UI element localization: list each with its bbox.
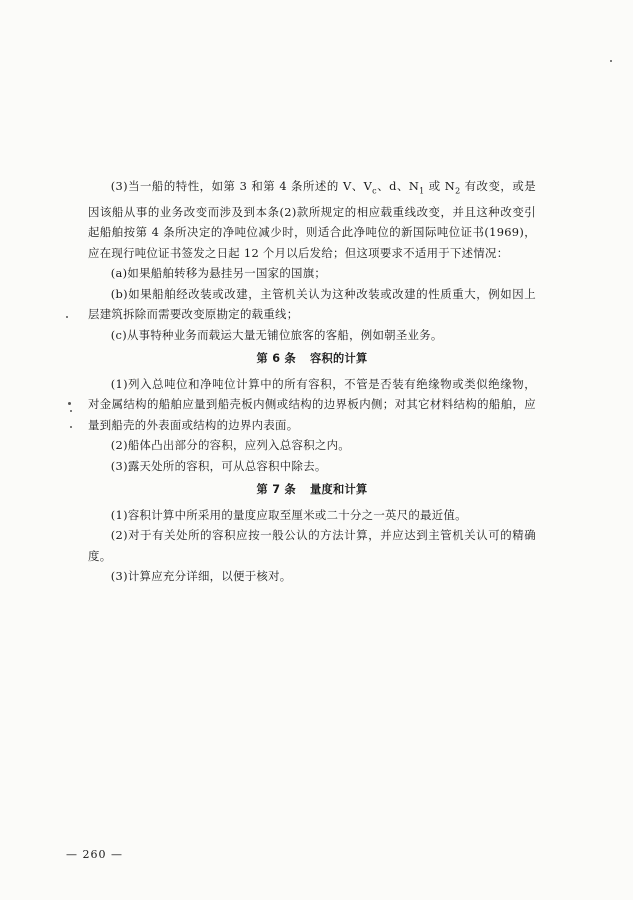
subscript-1: 1 <box>419 186 425 196</box>
article-7-paragraph-2: (2)对于有关处所的容积应按一般公认的方法计算，并应达到主管机关认可的精确度。 <box>88 528 536 563</box>
subscript-c: c <box>372 186 377 196</box>
page-number: — 260 — <box>66 848 123 861</box>
scan-speck <box>66 316 68 318</box>
article-6-paragraph-1: (1)列入总吨位和净吨位计算中的所有容积，不管是否装有绝缘物或类似绝缘物，对金属结构的船舶应量到船壳板内侧或结构的边界板内侧；对其它材料结构的船舶，应量到船壳的外表面或结构的边界内表面。 <box>88 376 536 432</box>
paragraph-5-3-text-a: (3)当一船的特性，如第 3 和第 4 条所述的 V、V <box>110 179 373 193</box>
article-7-paragraph-3: (3)计算应充分详细，以便于核对。 <box>110 569 292 584</box>
article-6-title: 容积的计算 <box>310 352 368 366</box>
scan-speck <box>610 60 612 62</box>
scan-speck <box>68 402 71 405</box>
item-a: (a)如果船舶转移为悬挂另一国家的国旗； <box>110 266 327 281</box>
scan-speck <box>70 426 72 428</box>
page-body <box>88 176 536 587</box>
item-c: (c)从事特种业务而载运大量无铺位旅客的客船，例如朝圣业务。 <box>110 327 443 342</box>
article-6-number: 第 6 条 <box>256 352 296 366</box>
article-6-paragraph-2: (2)船体凸出部分的容积，应列入总容积之内。 <box>110 438 350 453</box>
paragraph-5-3-text-d: 有改变，或是因该船从事的业务改变而涉及到本条(2)款所规定的相应载重线改变，并且这种改变引起船舶按第 4 条所决定的净吨位减少时，则适合此净吨位的新国际吨位证书(1969)，应在现行吨位证书签发之日起 12 个月以后发给；但这项要求不适用于下述情况： <box>88 179 536 260</box>
paragraph-5-3-text-b: 、d、N <box>376 179 420 193</box>
scan-speck <box>70 410 72 412</box>
article-6-paragraph-3: (3)露天处所的容积，可从总容积中除去。 <box>110 458 327 473</box>
article-7-heading <box>88 480 536 501</box>
subscript-2: 2 <box>455 186 461 196</box>
article-7-number: 第 7 条 <box>256 483 296 497</box>
paragraph-5-3-text-c: 或 N <box>424 179 456 193</box>
article-7-paragraph-1: (1)容积计算中所采用的量度应取至厘米或二十分之一英尺的最近值。 <box>110 507 467 522</box>
article-7-title: 量度和计算 <box>310 483 368 497</box>
item-b: (b)如果船舶经改装或改建，主管机关认为这种改装或改建的性质重大，例如因上层建筑拆除而需要改变原勘定的载重线； <box>88 286 536 322</box>
article-6-heading <box>88 349 536 370</box>
paragraph-5-3 <box>88 176 536 263</box>
